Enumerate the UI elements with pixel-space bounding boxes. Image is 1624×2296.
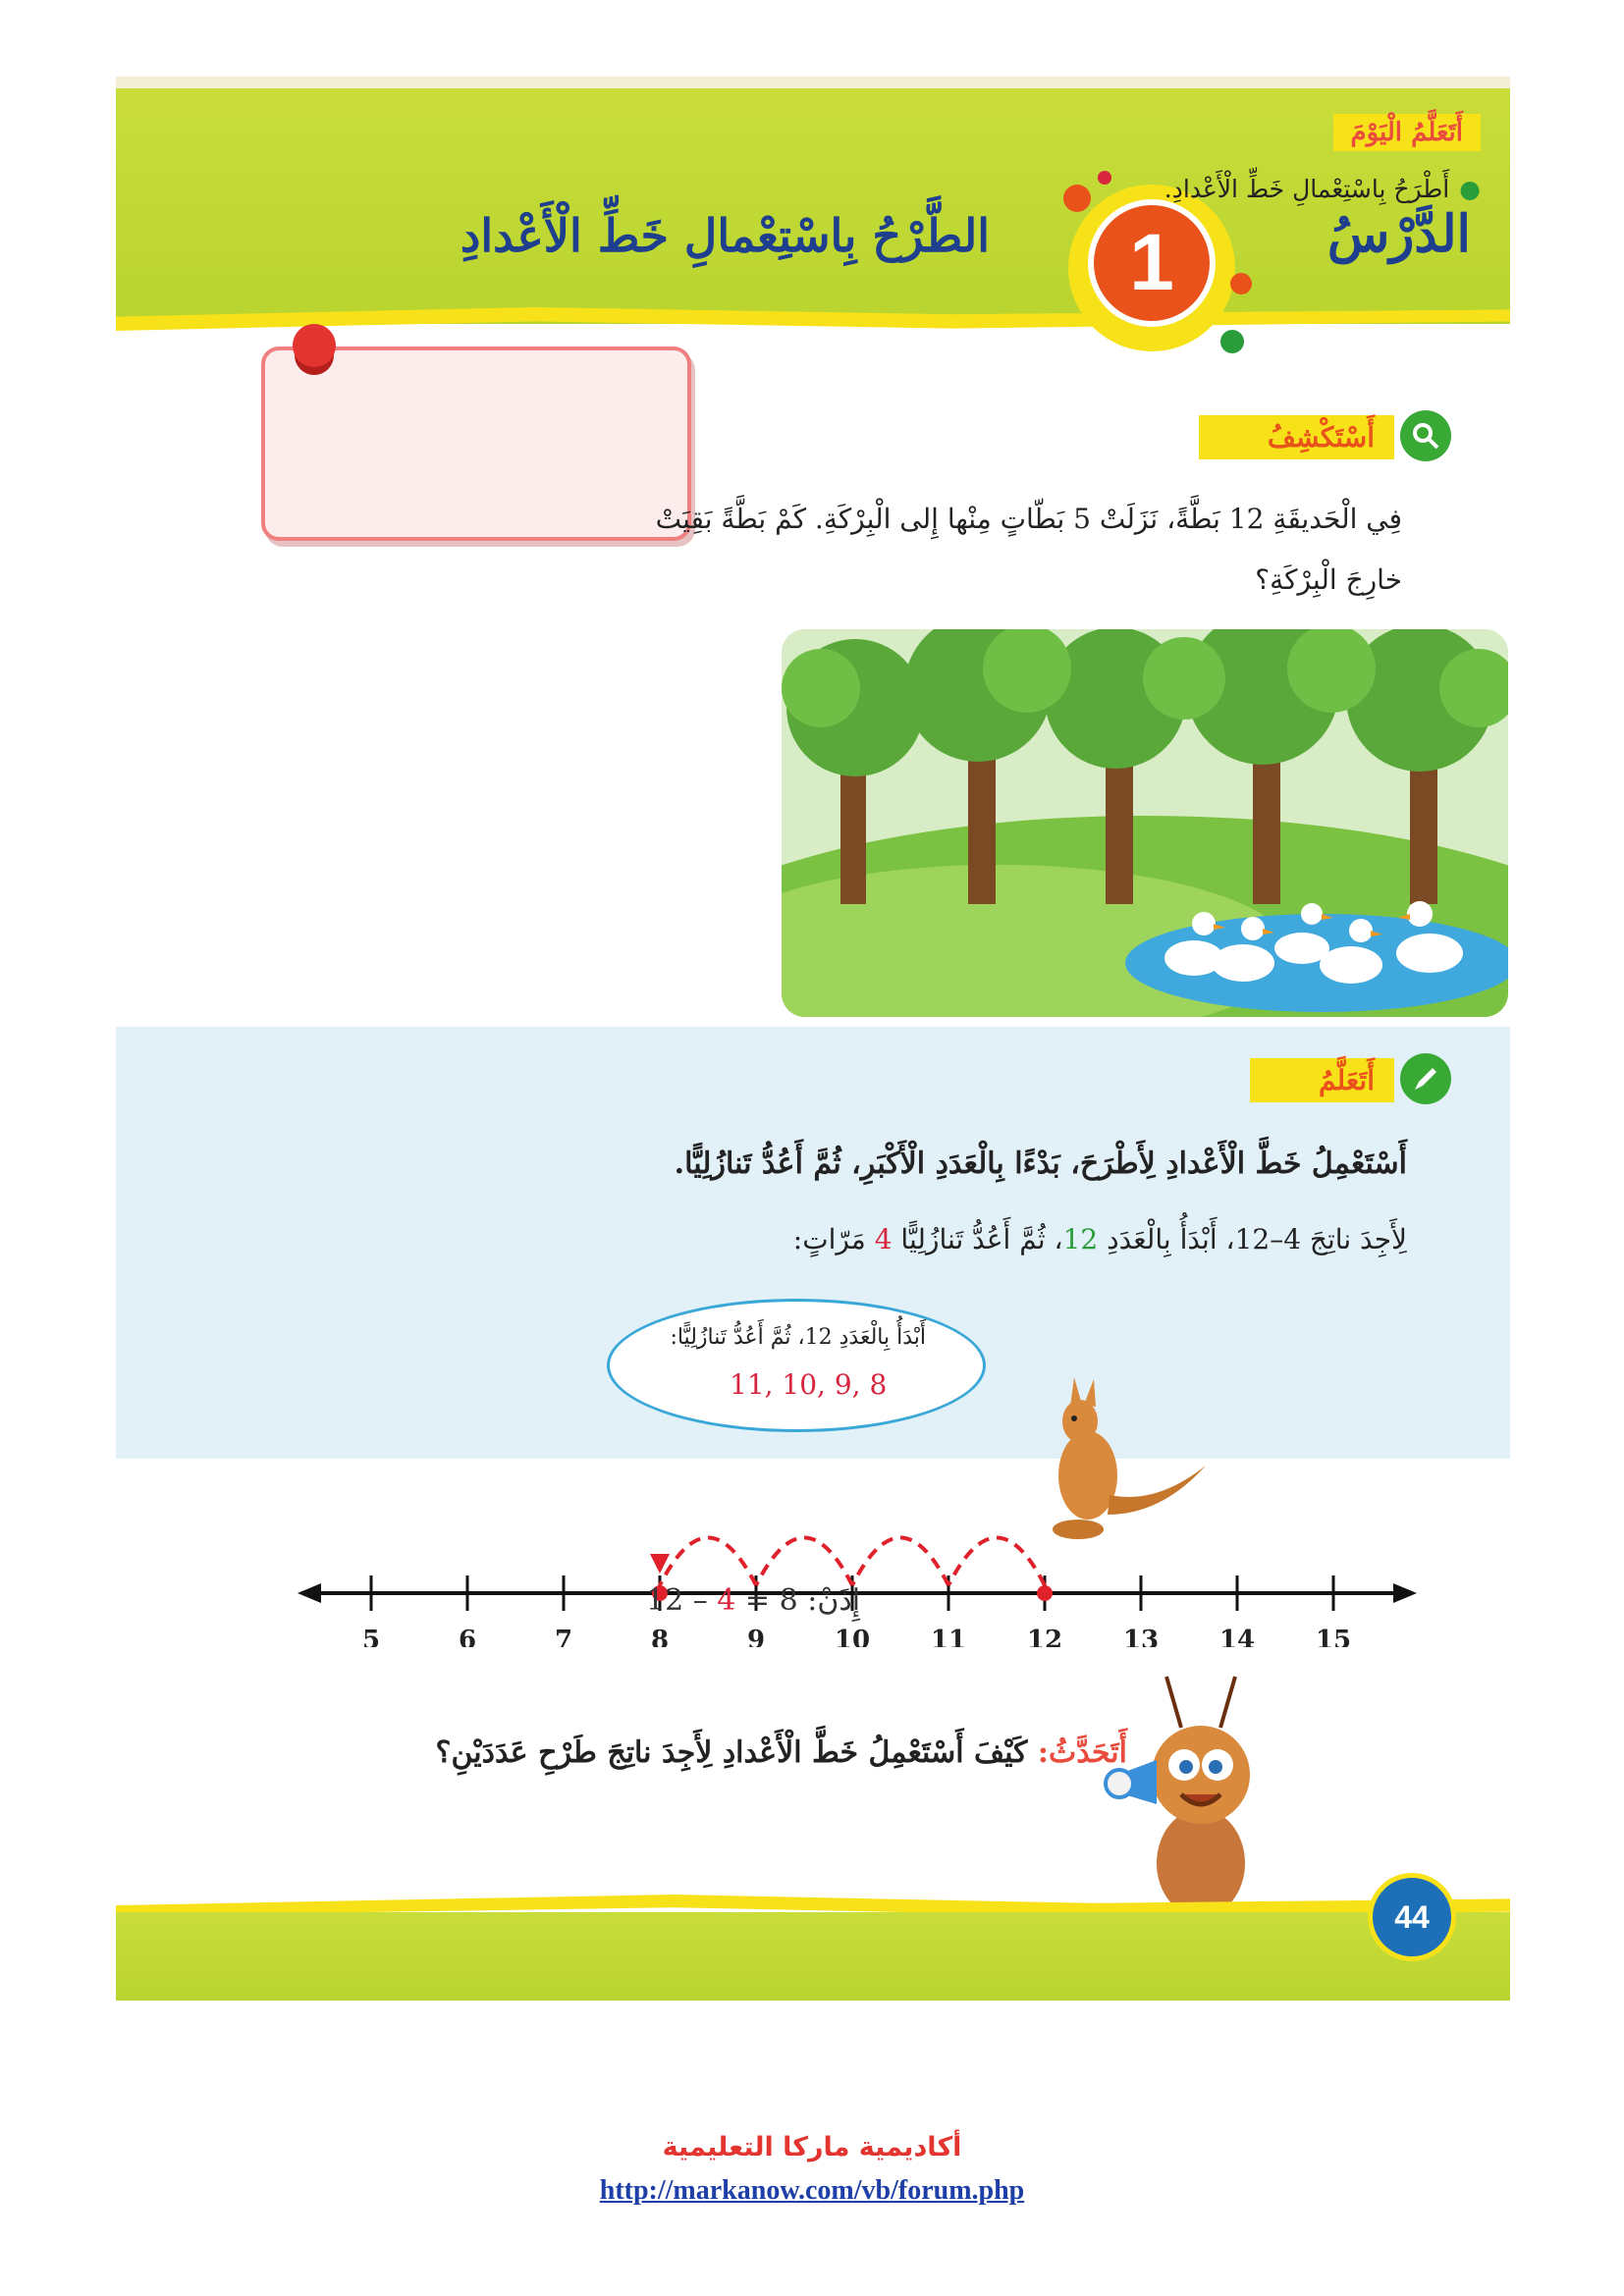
number-line-label: 7 [554,1626,573,1647]
header-banner [116,88,1510,324]
number-line-label: 15 [1315,1626,1352,1647]
talk-question-text: كَيْفَ أَسْتَعْمِلُ خَطَّ الْأَعْدادِ لِأَجِدَ ناتِجَ طَرْحِ عَدَدَيْنِ؟ [435,1735,1028,1770]
example-prefix: لِأَجِدَ ناتِجَ 4–12، أَبْدَأُ بِالْعَدَدِ [1098,1223,1407,1255]
talk-label: أَتَحَدَّثُ: [1037,1735,1127,1770]
result-label: إِذَنْ: [807,1583,861,1618]
ant-mascot-icon [1098,1667,1304,1932]
bubble-count-sequence: 11, 10, 9, 8 [730,1368,888,1401]
number-line-label: 11 [930,1626,967,1647]
bubble-instruction: أَبْدَأُ بِالْعَدَدِ 12، ثُمَّ أَعُدُّ تَنازُلِيًّا: [670,1325,926,1350]
example-start-number: 12 [1062,1223,1099,1255]
academy-name: أكاديمية ماركا التعليمية [662,2132,962,2163]
decor-dot [1220,330,1244,353]
learn-rule-text: أَسْتَعْمِلُ خَطَّ الْأَعْدادِ لِأَطْرَحَ، بَدْءًا بِالْعَدَدِ الْأَكْبَرِ، ثُمَّ أَعُدُّ تَنازُلِيًّا. [674,1147,1407,1181]
jump-arc [948,1538,1045,1586]
number-line-label: 9 [746,1626,766,1647]
jump-arc [852,1538,948,1586]
magnifier-icon [1400,410,1451,461]
example-count: 4 [874,1223,893,1255]
number-line-label: 10 [834,1626,871,1647]
number-line-label: 13 [1122,1626,1160,1647]
footer-band [116,1912,1510,2001]
number-line-label: 8 [650,1626,670,1647]
pushpin-icon [293,324,336,367]
number-line-label: 14 [1218,1626,1256,1647]
top-strip [116,77,1510,88]
example-suffix: مَرّاتٍ: [792,1223,875,1255]
decor-dot [1230,273,1252,294]
number-line-label: 5 [361,1626,381,1647]
result-rhs: = 8 [744,1583,798,1618]
page-number: 44 [1368,1873,1456,1961]
learn-label: أَتَعَلَّمُ [1250,1058,1394,1102]
academy-link[interactable]: http://markanow.com/vb/forum.php [599,2175,1025,2206]
talk-question [436,1735,1127,1770]
jump-arc [660,1538,756,1586]
learn-today-card [261,347,691,541]
decor-dot [1098,171,1111,185]
pencil-icon [1400,1053,1451,1104]
bullet-icon: ● [1459,175,1481,203]
number-line-label: 12 [1026,1626,1063,1647]
learn-today-text: أَطْرَحُ بِاسْتِعْمالِ خَطِّ الْأَعْدادِ. [1164,175,1450,203]
learn-example-text [793,1223,1407,1255]
lesson-title: الطَّرْحُ بِاسْتِعْمالِ خَطِّ الْأَعْدادِ [460,209,990,262]
duck-pond-illustration [782,629,1508,1017]
result-subtrahend: 4 [717,1583,736,1618]
speech-bubble [607,1299,986,1432]
number-line-point [1037,1585,1053,1601]
learn-today-label: أَتَعَلَّمُ الْيَوْمَ [1333,114,1482,151]
explore-text: فِي الْحَديقَةِ 12 بَطَّةً، نَزَلَتْ 5 بَطّاتٍ مِنْها إِلى الْبِرْكَةِ. كَمْ بَطَّةً بَقِيَتْ خارِجَ الْبِرْكَةِ؟ [655,503,1402,596]
example-middle: ، ثُمَّ أَعُدُّ تَنازُلِيًّا [892,1223,1063,1255]
number-line-label: 6 [458,1626,477,1647]
lesson-word: الدَّرْسُ [1326,204,1471,264]
decor-dot [1063,185,1091,212]
explore-label: أَسْتَكْشِفُ [1199,415,1394,459]
result-statement [646,1583,860,1618]
number-line [298,1461,1510,1647]
jump-arc [756,1538,852,1586]
learn-today-item [1164,175,1481,203]
result-equation [646,1583,798,1618]
result-lhs: 12 – [646,1583,708,1618]
lesson-number-badge: 1 [1088,199,1216,327]
textbook-page [116,77,1510,2001]
